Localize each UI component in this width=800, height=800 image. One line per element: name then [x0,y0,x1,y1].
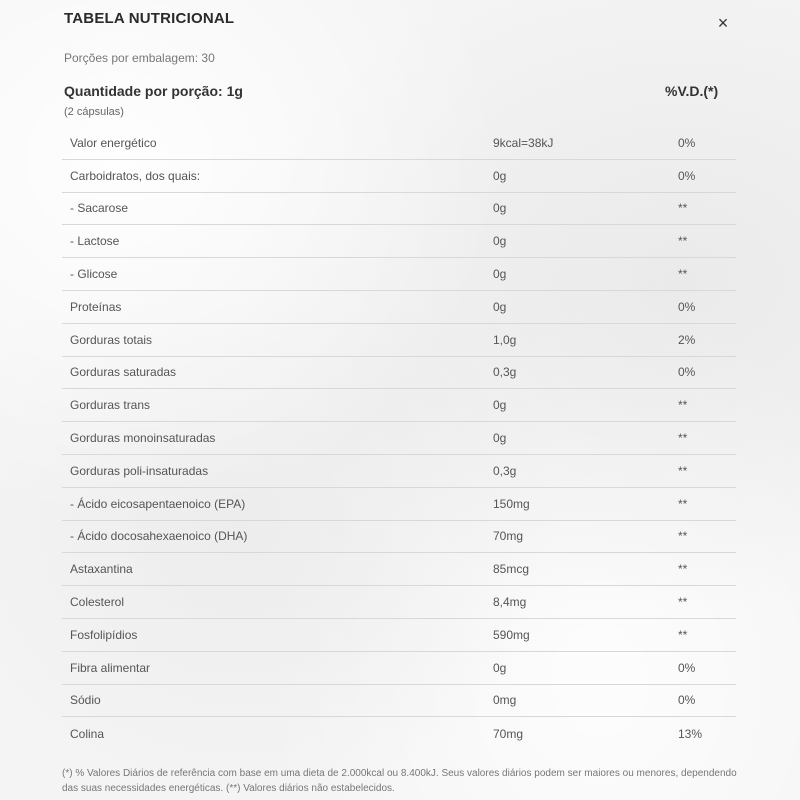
nutrient-name: - Glicose [70,267,118,282]
nutrient-daily-value: ** [678,398,688,413]
nutrient-daily-value: 0% [678,693,696,708]
nutrient-name: Astaxantina [70,562,133,577]
nutrient-daily-value: ** [678,201,688,216]
nutrient-daily-value: ** [678,627,688,642]
nutrient-amount: 0g [493,168,507,183]
nutrient-daily-value: 0% [678,299,696,314]
nutrient-name: - Sacarose [70,201,129,216]
table-row [62,389,736,422]
nutrient-daily-value: ** [678,234,688,249]
nutrient-name: Fibra alimentar [70,660,151,675]
nutrient-amount: 0g [493,431,507,446]
table-row [62,225,736,258]
nutrient-daily-value: ** [678,562,688,577]
table-row [62,291,736,324]
nutrient-name: Colesterol [70,595,125,610]
nutrient-amount: 0g [493,299,507,314]
nutrient-name: Sódio [70,693,101,708]
nutrient-name: - Lactose [70,234,120,249]
table-row [62,357,736,390]
table-row [62,685,736,718]
nutrient-daily-value: 0% [678,660,696,675]
nutrient-daily-value: 0% [678,365,696,380]
nutrient-daily-value: 0% [678,168,696,183]
nutrient-amount: 0,3g [493,463,517,478]
table-row [62,324,736,357]
table-row [62,160,736,193]
nutrient-daily-value: 13% [678,726,703,741]
nutrient-name: - Ácido docosahexaenoico (DHA) [70,529,248,544]
nutrient-amount: 0g [493,267,507,282]
table-row [62,553,736,586]
serving-size-heading: Quantidade por porção: 1g [64,83,243,99]
nutrient-amount: 0mg [493,693,517,708]
nutrient-name: Fosfolipídios [70,627,138,642]
table-row [62,127,736,160]
nutrient-amount: 8,4mg [493,595,527,610]
nutrient-daily-value: 2% [678,332,696,347]
nutrient-amount: 590mg [493,627,530,642]
nutrient-daily-value: ** [678,267,688,282]
table-row [62,455,736,488]
table-row [62,193,736,226]
nutrient-name: Gorduras saturadas [70,365,177,380]
nutrient-amount: 0,3g [493,365,517,380]
nutrient-amount: 70mg [493,529,524,544]
table-row [62,717,736,750]
nutrient-amount: 1,0g [493,332,517,347]
table-row [62,521,736,554]
nutrient-name: Gorduras trans [70,398,151,413]
table-row [62,652,736,685]
nutrient-amount: 0g [493,660,507,675]
nutrient-name: Valor energético [70,135,157,150]
nutrient-daily-value: ** [678,496,688,511]
nutrient-amount: 85mcg [493,562,530,577]
nutrient-name: Gorduras totais [70,332,153,347]
nutrient-daily-value: ** [678,595,688,610]
nutrient-amount: 0g [493,398,507,413]
nutrient-amount: 150mg [493,496,530,511]
nutrient-name: Carboidratos, dos quais: [70,168,201,183]
nutrition-table [62,127,736,750]
nutrient-daily-value: ** [678,463,688,478]
daily-value-heading: %V.D.(*) [665,83,719,99]
table-row [62,422,736,455]
footnote: (*) % Valores Diários de referência com base em uma dieta de 2.000kcal ou 8.400kJ. Seus valores diários podem ser maiores ou menores, dependendo das suas necessidades energéticas. (**) Valores diários não estabelecidos. [62,768,737,794]
nutrient-name: Gorduras monoinsaturadas [70,431,216,446]
nutrient-daily-value: ** [678,431,688,446]
table-row [62,586,736,619]
nutrient-amount: 9kcal=38kJ [493,135,554,150]
servings-per-package: Porções por embalagem: 30 [64,51,215,65]
table-row [62,488,736,521]
nutrient-daily-value: ** [678,529,688,544]
nutrient-name: Colina [70,726,105,741]
modal-title: TABELA NUTRICIONAL [64,10,235,27]
nutrient-amount: 0g [493,201,507,216]
nutrient-amount: 0g [493,234,507,249]
serving-capsules: (2 cápsulas) [64,106,124,118]
table-row [62,258,736,291]
nutrient-name: - Ácido eicosapentaenoico (EPA) [70,496,246,511]
nutrient-name: Proteínas [70,299,122,314]
table-row [62,619,736,652]
nutrient-amount: 70mg [493,726,524,741]
nutrient-daily-value: 0% [678,135,696,150]
close-icon[interactable]: × [717,13,729,33]
nutrient-name: Gorduras poli-insaturadas [70,463,209,478]
